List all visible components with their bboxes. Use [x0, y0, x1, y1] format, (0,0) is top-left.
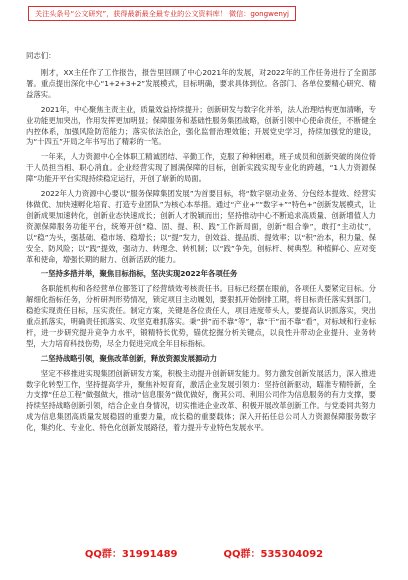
- section-heading: 二坚持战略引领，聚焦改革创新，释放资源发展源动力: [40, 353, 217, 363]
- paragraph: 2021年，中心聚焦主责主业，质量效益持续提升；创新研发与数字化并举，法人治理结构更加清晰，专业功能更加突出，作用发挥更加明显；保障服务和基础性服务集团战略，创新引领中心使命责任，不断健全内控体系，加强风险防范能力；落实依法治企，强化监督治理效能；开展党史学习，持续加强党的建设，为“十四五”开局之年书写出了精彩的一笔。: [26, 104, 376, 147]
- promo-banner-text: 关注头条号“公文研究”，获得最新最全最专业的公文资料库！ 微信：gongwenyj: [35, 8, 289, 18]
- paragraph: 坚定不移推进实现集团创新研发方案，积极主动提升创新研发能力。努力激发创新发展活力，深入推进数字化转型工作，坚持提高学升，聚焦补短育育，激活企业发展引领力：坚持创新驱动，瞄准专精特新，全力支撑“任总工程”做强做大，推动“信息服务”做优做好，衡其公司、利用公司作为信息服务的有力支撑，要持续坚持战略创新引领，结合企业自身情况，切实推进企业改革、积极开展改革创新工作。与党委同共努力成为信息集团高质量发展稳固的重要力量，成长稳的重要载体；深入开拓任总公司人力资源保障服务数字化，集约化、专业化、特色化创新发展路径，着力提升专业特色发展水平。: [26, 368, 376, 433]
- qq-group-2: QQ群：535304092: [223, 549, 324, 560]
- paragraph: 一年来，人力资源中心全体职工精诚团结、辛勤工作，克服了种种困难，班子成员和创新突破的岗位骨干人员担当相、职心消血。企业经营实现了圆满保障的目标，创新实践实现专业化的跨越，“1人力资源保障”功能开平台实现持续稳定运行，开创了崭新的局面。: [26, 152, 376, 184]
- paragraph: 各职能机构和各经营单位都签订了经营绩效考核责任书。目标已经摆在眼前，各项任人要紧定目标。分解细化指标任务，分析研判形势情况，锁定项目主动履划，要狠抓开始倒排工期，将目标责任落实到部门，稳抢实现责任目标，压实责任。制定方案，关键是各位责任人，项目进度带头人，要提高认识抓落实，突出重点抓落实，明确责任抓落实、攻坚克难抓落实。秉“拼”而不靠“等”，靠“干”而不靠“看”，对标域和行业标杆，进一步研究提升竞争力水平，锻精特长优势，锚优挖掘分析关键点，以良性升带动企业提升、业务转型，大力培育科技伤势，尽全力促进完成全年目标指标。: [26, 284, 376, 348]
- greeting: 同志们：: [26, 51, 56, 60]
- footer-contacts: [0, 548, 408, 562]
- section-heading: 一坚持多措并举，聚焦目标指标，坚决实现2022年各项任务: [40, 269, 238, 279]
- paragraph: 2022年人力资源中心要以“服务保障集团发展”为首要目标，将“数字驱动业务、分包经本提效、经营实体做优、加快速孵化培育、打造专业团队”为核心本举措。通过“产业+”“数字+”“特色+”创新发展模式，让创新成果加速转化，创新业态快速成长；创新人才脱颖而出；坚持推动中心不断追求高质量、创新增值人力资源保障服务功能平台，统筹开创“稳、固、提、积、践”工作新局面，创新“组合拳”，敢打“主动仗”，以“稳”为头，强基础、稳市场、稳增长；以“提”发力，创效益、提品质、提效率；以“积”治本，积力量、保安全、防风险；以“践”提效，强动力、转理念、转机制；以“践”争先，创标杆、树典型。种植鲜心、应对变革和使命，增强长期的耐力、创新活跃的能力。: [26, 189, 376, 264]
- document-body: [26, 50, 376, 438]
- qq-group-1: QQ群：31991489: [84, 549, 178, 560]
- promo-banner: [28, 6, 296, 21]
- paragraph: 刚才，XX主任作了工作报告，报告里回顾了中心2021年的发展，对2022年的工作任务进行了全面部署。重点提出深化中心“1+2+3+2”发展模式，目标明确，要求具体到位。各部门、各单位要精心研究、精益落实。: [26, 68, 376, 99]
